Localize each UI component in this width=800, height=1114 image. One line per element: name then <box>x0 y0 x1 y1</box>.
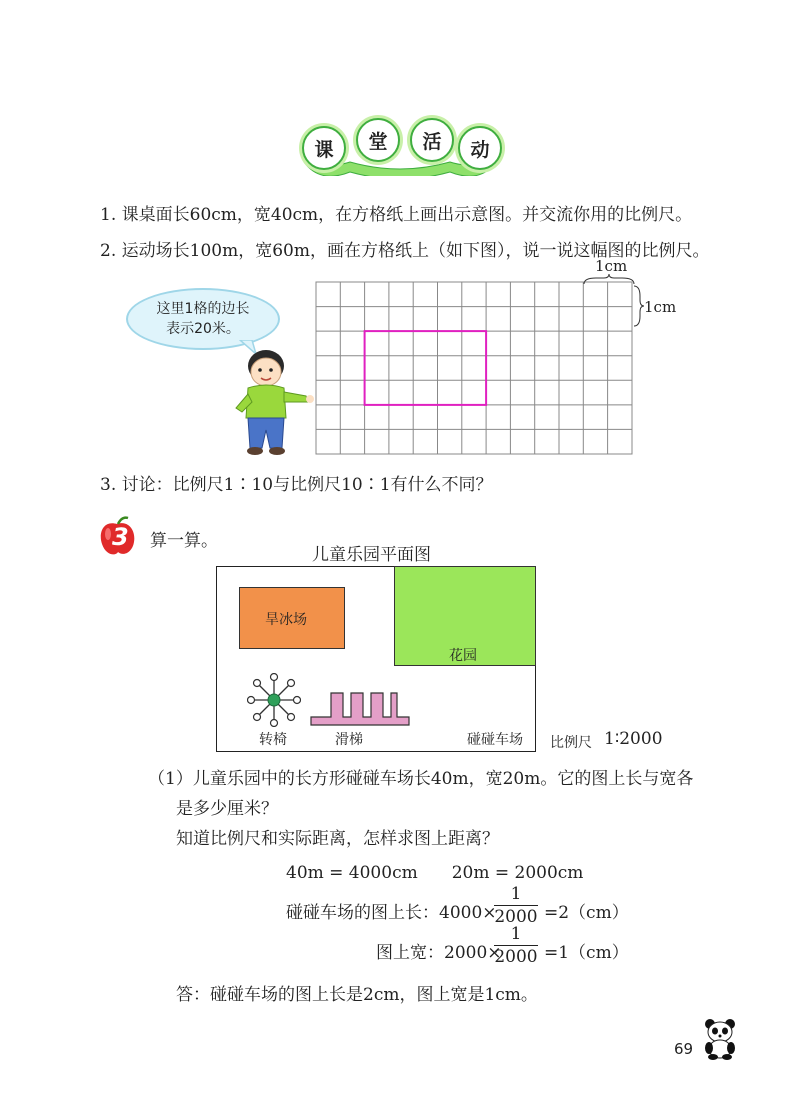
slide-icon <box>309 687 411 727</box>
length-fraction-numerator: 1 <box>510 884 522 904</box>
question-line-1: （1）儿童乐园中的长方形碰碰车场长40m，宽20m。它的图上长与宽各 <box>148 769 694 789</box>
scale-value: 1∶2000 <box>604 729 663 749</box>
length-fraction-denominator: 2000 <box>494 907 538 927</box>
park-map <box>216 566 536 752</box>
bubble-line-1: 这里1格的边长 <box>156 301 250 317</box>
grid-paper <box>310 276 640 460</box>
bubble-line-2: 表示20米。 <box>166 321 240 337</box>
banner-char-1: 课 <box>302 126 346 170</box>
length-formula-prefix: 碰碰车场的图上长：4000× <box>286 903 497 923</box>
width-fraction-denominator: 2000 <box>494 947 538 967</box>
slide-label: 滑梯 <box>335 732 363 748</box>
section-3-title: 算一算。 <box>150 531 218 551</box>
carousel-icon <box>247 673 301 727</box>
banner-char-4: 动 <box>458 126 502 170</box>
grid-field-rectangle <box>365 331 487 405</box>
length-formula-suffix: =2（cm） <box>544 903 629 923</box>
section-3-badge <box>96 516 138 558</box>
question-line-2: 是多少厘米？ <box>176 799 278 819</box>
unit-conversion: 40m = 4000cm 20m = 2000cm <box>286 863 584 883</box>
width-formula-prefix: 图上宽：2000× <box>376 943 502 963</box>
grid-width-label: 1cm <box>595 257 628 275</box>
banner-char-2: 堂 <box>356 118 400 162</box>
banner-char-3: 活 <box>410 118 454 162</box>
panda-icon <box>700 1016 740 1060</box>
activity-item-1: 1. 课桌面长60cm，宽40cm，在方格纸上画出示意图。并交流你用的比例尺。 <box>100 205 693 225</box>
carousel-label: 转椅 <box>259 732 287 748</box>
section-number: 3 <box>112 523 129 551</box>
width-fraction-numerator: 1 <box>510 924 522 944</box>
activity-item-2: 2. 运动场长100m，宽60m，画在方格纸上（如下图），说一说这幅图的比例尺。 <box>100 241 710 261</box>
length-fraction <box>494 884 538 927</box>
answer-text: 答：碰碰车场的图上长是2cm，图上宽是1cm。 <box>176 985 538 1005</box>
hint-text: 知道比例尺和实际距离，怎样求图上距离？ <box>176 829 499 849</box>
section-banner <box>300 122 500 172</box>
page-number: 69 <box>674 1040 694 1058</box>
garden-label: 花园 <box>449 648 477 664</box>
width-fraction <box>494 924 538 967</box>
map-title: 儿童乐园平面图 <box>312 545 431 565</box>
width-brace <box>582 274 636 286</box>
grid-height-label: 1cm <box>644 298 677 316</box>
activity-item-3: 3. 讨论：比例尺1∶10与比例尺10∶1有什么不同？ <box>100 475 493 495</box>
scale-label: 比例尺 <box>550 735 592 751</box>
height-brace <box>632 284 644 328</box>
boy-illustration <box>226 346 316 456</box>
rink-label: 旱冰场 <box>265 612 307 628</box>
bumper-car-label: 碰碰车场 <box>467 732 523 748</box>
width-formula-suffix: =1（cm） <box>544 943 629 963</box>
